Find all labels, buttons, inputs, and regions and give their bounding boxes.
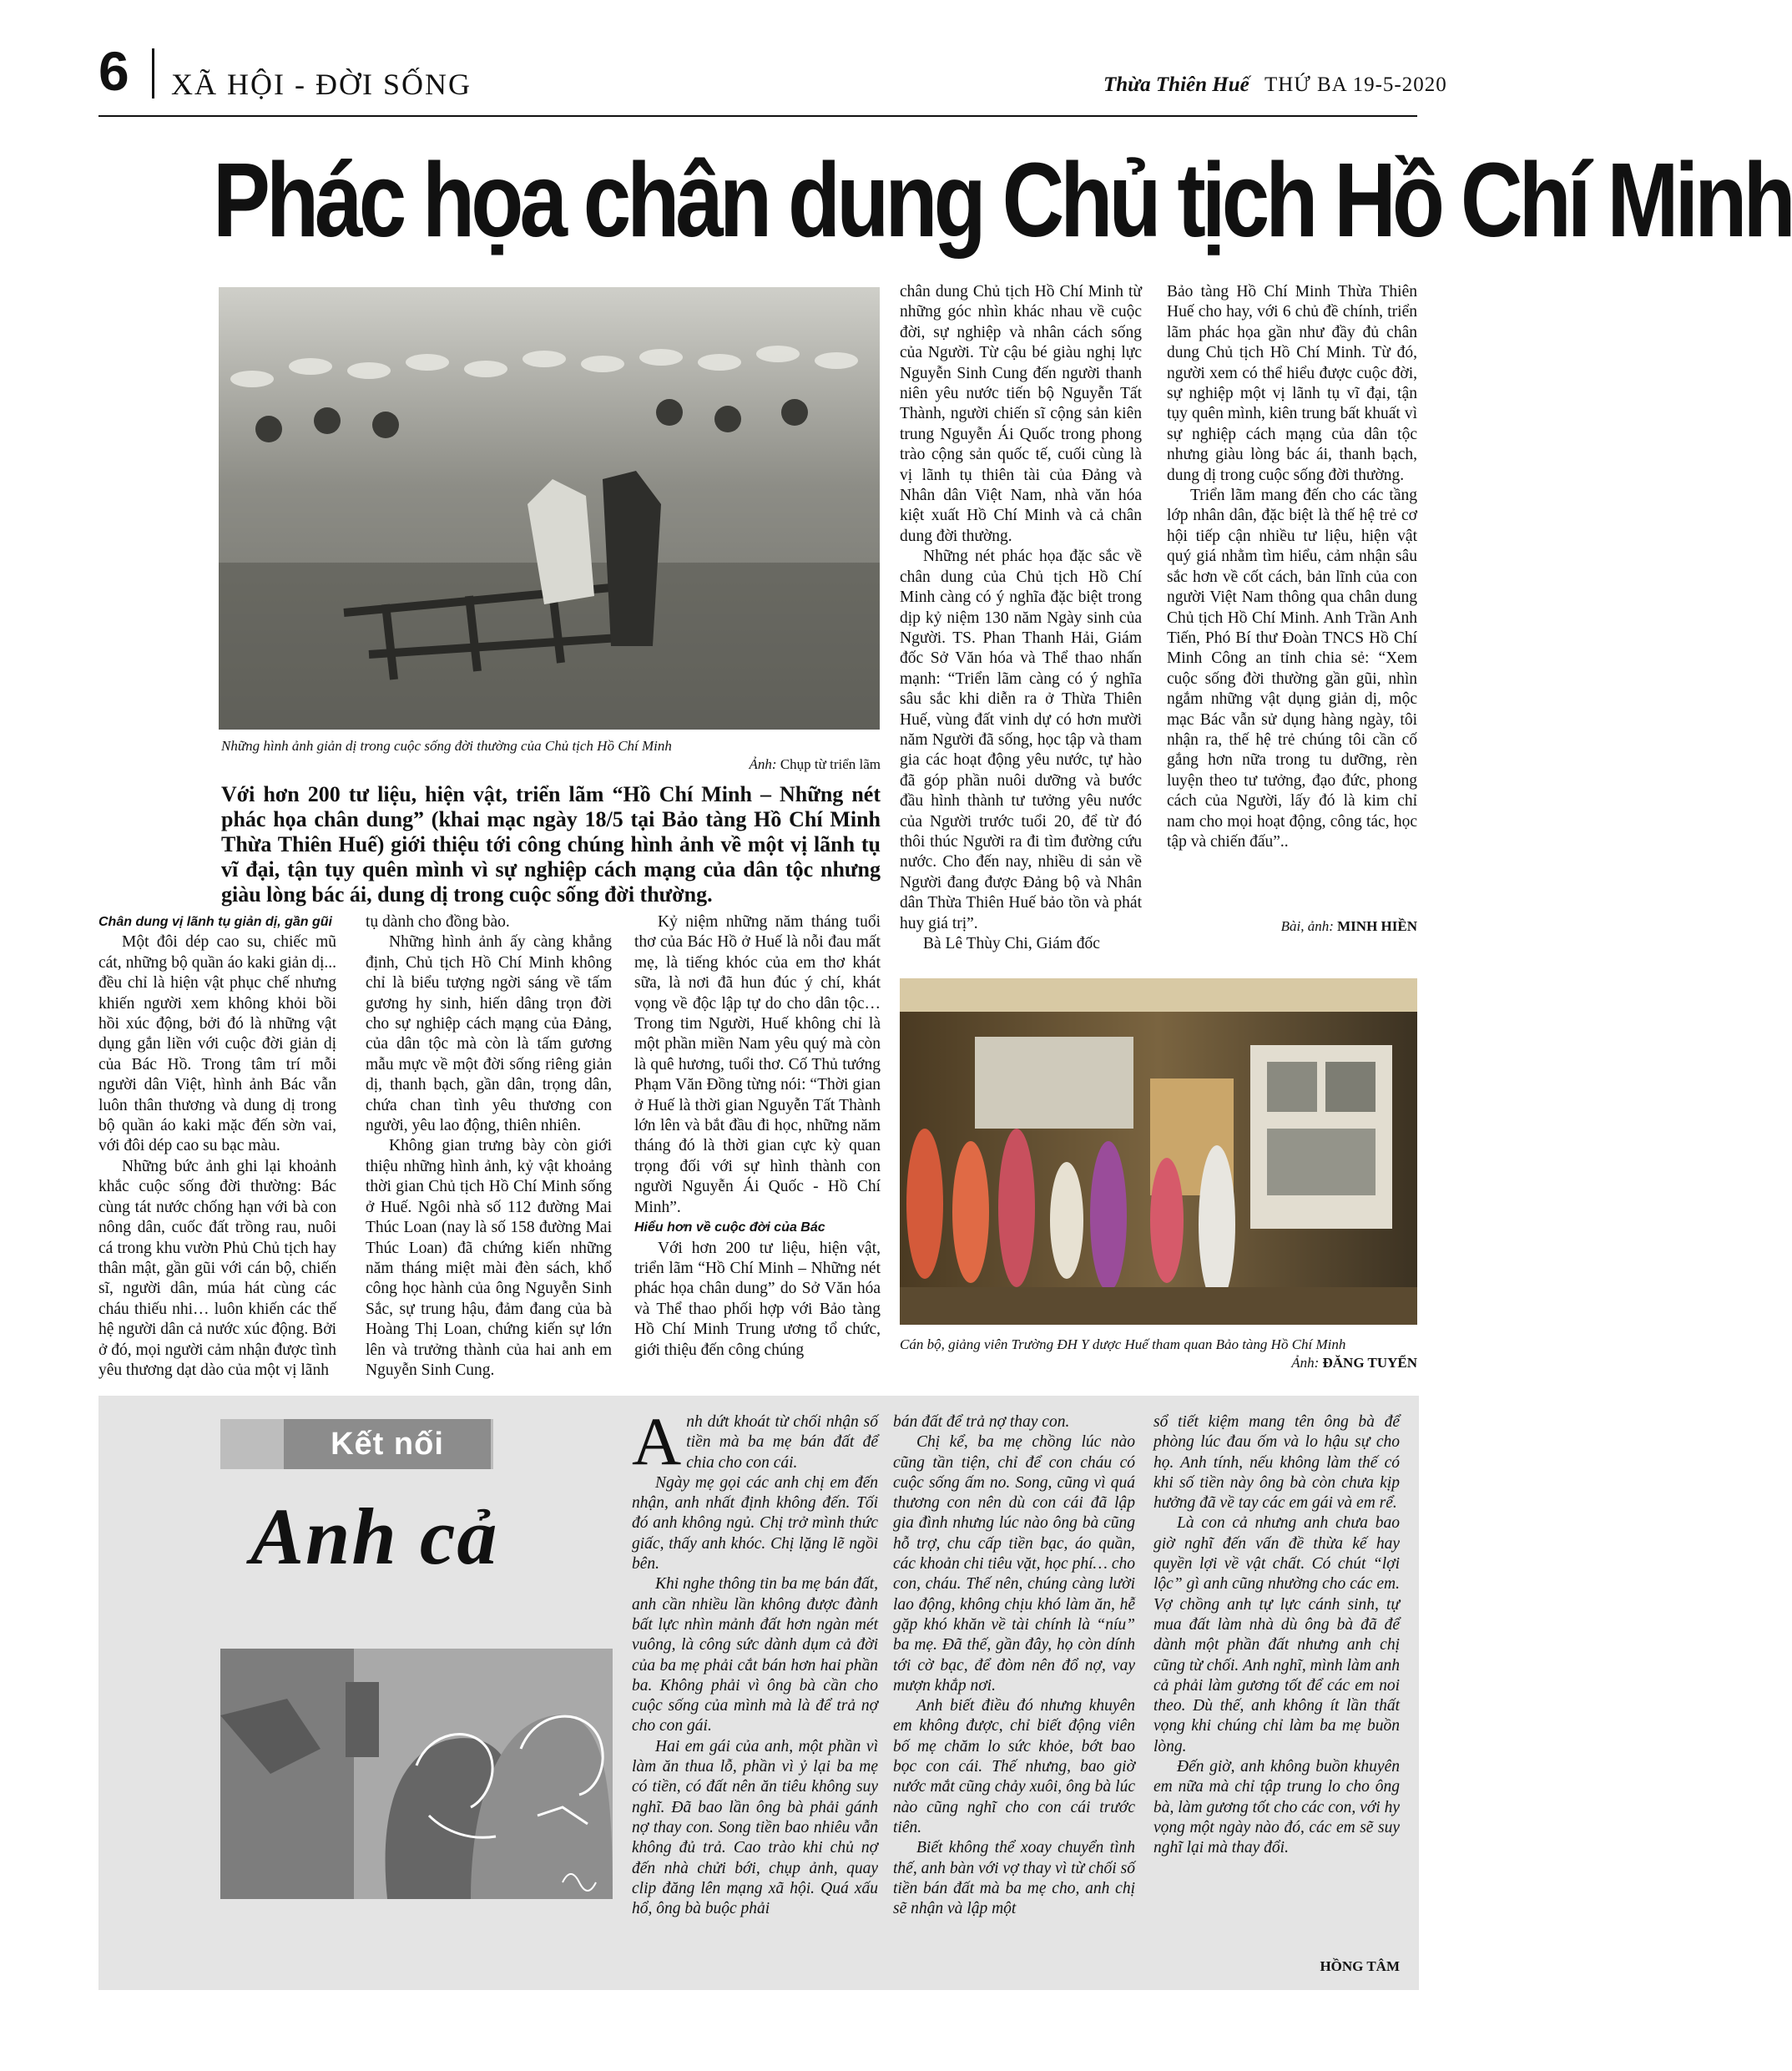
story-paragraph: Biết không thể xoay chuyển tình thế, anh bàn với vợ thay vì từ chối số tiền bán đất mà ba mẹ cho, anh chị sẽ nhận và lập một <box>893 1839 1135 1918</box>
photo-museum-image <box>900 978 1417 1325</box>
photo1-credit-value: Chụp từ triển lãm <box>780 756 881 772</box>
story-paragraph: Đến giờ, anh không buồn khuyên em nữa mà chỉ tập trung lo cho ông bà, làm gương tốt cho các con, với hy vọng một ngày nào đó, các em sẽ suy nghĩ lại mà thay đổi. <box>1153 1758 1400 1857</box>
story-paragraph: Chị kể, ba mẹ chồng lúc nào cũng tần tiện, chỉ để con cháu có cuộc sống ấm no. Song, cũng vì quá thương con nên dù con cái đã lập gia đình nhưng lúc nào ông bà cũng hỗ trợ, chu cấp tiền bạc, áo quần, các khoản chi tiêu vặt, học phí… cho con, cháu. Thế nên, chúng càng lười lao động, không chịu khó làm ăn, hễ gặp khó khăn về tài chính là “níu” ba mẹ. Đã thế, gần đây, họ còn dính tới cờ bạc, để đòm nên đổ nợ, vay mượn khắp nơi. <box>893 1433 1135 1695</box>
article-paragraph: Với hơn 200 tư liệu, hiện vật, triển lãm “Hồ Chí Minh – Những nét phác họa chân dung” do Sở Văn hóa và Thể thao phối hợp với Bảo tàng Hồ Chí Minh Trung ương tổ chức, giới thiệu đến công chúng <box>634 1239 881 1359</box>
photo1-credit-label: Ảnh: <box>749 756 777 772</box>
story-dropcap: A <box>632 1403 682 1479</box>
article-paragraph: Những hình ảnh ấy càng khẳng định, Chủ tịch Hồ Chí Minh không chỉ là biểu tượng ngời sáng về tấm gương hy sinh, hiến dâng trọn đời cho sự nghiệp cách mạng của Đảng, của dân tộc mà còn là tấm gương mẫu mực về một đời sống riêng giản dị, thanh bạch, gần dân, trọng dân, chứa chan tình yêu thương con người, yêu lao động, thiên nhiên. <box>366 933 612 1135</box>
story-title: Anh cả <box>250 1492 499 1581</box>
section-title: XÃ HỘI - ĐỜI SỐNG <box>171 68 472 101</box>
headline: Phác họa chân dung Chủ tịch Hồ Chí Minh <box>213 141 1792 259</box>
subhead-1: Chân dung vị lãnh tụ giản dị, gần gũi <box>98 915 332 929</box>
story-paragraph-opening: nh dứt khoát từ chối nhận số tiền mà ba mẹ bán đất để chia cho con cái. <box>686 1413 878 1472</box>
photo2-caption: Cán bộ, giảng viên Trường ĐH Y dược Huế tham quan Bảo tàng Hồ Chí Minh <box>900 1336 1346 1352</box>
photo-ploughing-image <box>219 287 880 730</box>
article-paragraph: chân dung Chủ tịch Hồ Chí Minh từ những góc nhìn khác nhau về cuộc đời, sự nghiệp và nhân cách sống của Người. Từ cậu bé giàu nghị lực Nguyễn Sinh Cung đến người thanh niên yêu nước tiến bộ Nguyễn Tất Thành, người chiến sĩ cộng sản kiên trung Nguyễn Ái Quốc trong phong trào cộng sản quốc tế, cuối cùng là vị lãnh tụ thiên tài của Đảng và Nhân dân Việt Nam, nhà văn hóa kiệt xuất Hồ Chí Minh và cả chân dung đời thường. <box>900 283 1142 545</box>
article-paragraph: Kỷ niệm những năm tháng tuổi thơ của Bác Hồ ở Huế là nỗi đau mất mẹ, là tiếng khóc của em thơ khát sữa, là nơi đã hun đúc ý chí, khát vọng về độc lập tự do cho dân tộc… Trong tim Người, Huế không chỉ là một phần miền Nam yêu quý mà còn là quê hương, tuổi thơ. Cố Thủ tướng Phạm Văn Đồng từng nói: “Thời gian ở Huế là thời gian Nguyễn Tất Thành lớn lên và bắt đầu đi học, những năm tháng đó là thời gian cực kỳ quan trọng đối với sự hình thành con người Nguyễn Ái Quốc - Hồ Chí Minh”. <box>634 913 881 1216</box>
photo2-credit-label: Ảnh: <box>1291 1355 1320 1371</box>
article-paragraph: Những nét phác họa đặc sắc về chân dung của Chủ tịch Hồ Chí Minh càng có ý nghĩa đặc biệt trong dịp kỷ niệm 130 năm Ngày sinh của Người. TS. Phan Thanh Hải, Giám đốc Sở Văn hóa và Thể thao nhấn mạnh: “Triển lãm càng có ý nghĩa sâu sắc khi diễn ra ở Thừa Thiên Huế, vùng đất vinh dự có hơn mười năm Người đã sống, học tập và tham gia các hoạt động yêu nước, tự hào đã góp phần nuôi dưỡng và bước đầu hình thành tư tưởng yêu nước của Người trước tuổi 20, để từ đó thôi thúc Người ra đi tìm đường cứu nước. Cho đến nay, nhiều di sản về Người đang được Đảng bộ và Nhân dân Thừa Thiên Huế bảo tồn và phát huy giá trị”. <box>900 548 1142 932</box>
story-paragraph: Hai em gái của anh, một phần vì làm ăn thua lỗ, phần vì ỷ lại ba mẹ có tiền, có đất nên ăn tiêu không suy nghĩ. Đã bao lần ông bà phải gánh nợ thay con. Song tiền bao nhiêu vẫn không đủ trả. Cao trào khi chủ nợ đến nhà chửi bới, chụp ảnh, quay clip đăng lên mạng xã hội. Quá xấu hổ, ông bà buộc phải <box>632 1737 878 1918</box>
header-divider <box>152 48 154 98</box>
story-column-1 <box>632 1403 878 1919</box>
story-paragraph: Anh biết điều đó nhưng khuyên em không được, chỉ biết động viên bố mẹ chăm lo sức khỏe, bớt bao bọc con cái. Thế nhưng, bao giờ nước mắt cũng chảy xuôi, ông bà lúc nào cũng nghĩ cho con cái trước tiên. <box>893 1697 1135 1836</box>
article-column-1 <box>98 912 336 1381</box>
byline-label: Bài, ảnh: <box>1280 918 1334 934</box>
article-byline <box>1167 918 1417 935</box>
article-paragraph: tụ dành cho đồng bào. <box>366 913 510 931</box>
story-column-3 <box>1153 1412 1400 1859</box>
article-column-4 <box>900 282 1142 954</box>
article-paragraph: Bảo tàng Hồ Chí Minh Thừa Thiên Huế cho hay, với 6 chủ đề chính, triển lãm phác họa gần như đầy đủ chân dung Chủ tịch Hồ Chí Minh. Từ đó, người xem có thể hiểu được cuộc đời, sự nghiệp một vị lãnh tụ vĩ đại, tận tụy quên mình, kiên trung bất khuất vì sự nghiệp cách mạng của dân tộc nhưng giàu lòng bác ái, thanh bạch, dung dị trong cuộc sống đời thường. <box>1167 283 1417 484</box>
story-paragraph: bán đất để trả nợ thay con. <box>893 1413 1070 1431</box>
issue-date: THỨ BA 19-5-2020 <box>1264 73 1447 96</box>
photo1-caption: Những hình ảnh giản dị trong cuộc sống đời thường của Chủ tịch Hồ Chí Minh <box>221 738 672 754</box>
story-author: HỒNG TÂM <box>1320 1958 1400 1974</box>
subhead-2: Hiểu hơn về cuộc đời của Bác <box>634 1220 825 1235</box>
photo2-credit <box>1085 1354 1417 1372</box>
illustration-image <box>220 1649 613 1899</box>
header-rule <box>98 115 1417 117</box>
article-paragraph: Bà Lê Thùy Chi, Giám đốc <box>923 935 1100 952</box>
story-tag: Kết nối <box>284 1419 491 1469</box>
article-paragraph: Không gian trưng bày còn giới thiệu những hình ảnh, kỷ vật khoảng thời gian Chủ tịch Hồ Chí Minh sống ở Huế. Ngôi nhà số 112 đường Mai Thúc Loan (nay là số 158 đường Mai Thúc Loan) đã chứng kiến những năm tháng miệt mài đèn sách, khổ công học hành của ông Nguyễn Sinh Sắc, sự trung hậu, đảm đang của bà Hoàng Thị Loan, chứng kiến sự lớn lên và trưởng thành của hai anh em Nguyễn Sinh Cung. <box>366 1137 612 1379</box>
story-paragraph: sổ tiết kiệm mang tên ông bà để phòng lúc đau ốm và lo hậu sự cho họ. Anh tính, nếu không làm thế có khi số tiền này ông bà còn chưa kịp hưởng đã về tay các em gái và em rể. <box>1153 1413 1400 1513</box>
photo2-credit-value: ĐĂNG TUYỂN <box>1322 1355 1417 1371</box>
article-paragraph: Triển lãm mang đến cho các tầng lớp nhân dân, đặc biệt là thế hệ trẻ cơ hội tiếp cận nhiều tư liệu, hiện vật quý giá nhằm tìm hiểu, cảm nhận sâu sắc hơn về cốt cách, bản lĩnh của con người Việt Nam thông qua chân dung Chủ tịch Hồ Chí Minh. Anh Trần Anh Tiến, Phó Bí thư Đoàn TNCS Hồ Chí Minh Công an tỉnh chia sẻ: “Xem cuộc sống đời thường gần gũi, nhìn ngắm những vật dụng giản dị, mộc mạc Bác vẫn sử dụng hàng ngày, tôi nhận ra, thế hệ trẻ chúng tôi cần cố gắng hơn nữa trong tu dưỡng, rèn luyện theo tư tưởng, đạo đức, phong cách của Người, lấy đó là kim chỉ nam cho mọi hoạt động, công tác, học tập và chiến đấu”.. <box>1167 487 1417 851</box>
article-column-2 <box>366 912 612 1381</box>
photo1-credit <box>584 755 881 774</box>
story-paragraph <box>632 1403 878 1479</box>
byline-value: MINH HIỀN <box>1337 918 1417 934</box>
article-paragraph: Những bức ảnh ghi lại khoảnh khắc cuộc sống đời thường: Bác cùng tát nước chống hạn với bà con nông dân, cuốc đất trồng rau, nuôi cá trong khu vườn Phủ Chủ tịch hay thân mật, gần gũi với cán bộ, chiến sĩ, người dân, múa hát cùng các cháu thiếu nhi… luôn khiến các thế hệ người dân cả nước xúc động. Bởi ở đó, mọi người cảm nhận được tình yêu thương dạt dào của một vị lãnh <box>98 1157 336 1379</box>
page-number: 6 <box>98 40 129 102</box>
lead-paragraph: Với hơn 200 tư liệu, hiện vật, triển lãm “Hồ Chí Minh – Những nét phác họa chân dung” (khai mạc ngày 18/5 tại Bảo tàng Hồ Chí Minh Thừa Thiên Huế) giới thiệu tới công chúng hình ảnh về một vị lãnh tụ vĩ đại, tận tụy quên mình vì sự nghiệp cách mạng của dân tộc nhưng giàu lòng bác ái, dung dị trong cuộc sống đời thường. <box>221 782 881 907</box>
story-paragraph: Ngày mẹ gọi các anh chị em đến nhận, anh nhất định không đến. Tối đó anh không ngủ. Chị trở mình thức giấc, thấy anh khóc. Chị lặng lẽ ngồi bên. <box>632 1473 878 1573</box>
story-paragraph: Là con cả nhưng anh chưa bao giờ nghĩ đến vấn đề thừa kế hay quyền lợi về vật chất. Có chút “lợi lộc” gì anh cũng nhường cho các em. Vợ chồng anh tự lực cánh sinh, tự mua đất làm nhà dù ông bà đã để dành một phần đất nhưng anh chị cũng từ chối. Anh nghĩ, mình làm anh cả phải làm gương tốt để các em noi theo. Dù thế, anh không ít lần thất vọng khi chúng chỉ làm ba mẹ buồn lòng. <box>1153 1514 1400 1755</box>
photo-ploughing <box>219 287 880 730</box>
article-column-5 <box>1167 282 1417 852</box>
article-paragraph: Một đôi dép cao su, chiếc mũ cát, những bộ quần áo kaki giản dị... đều chỉ là hiện vật phục chế nhưng khiến người xem không khỏi bồi hồi xúc động, bởi đó là những vật dụng gắn liền với cuộc đời giản dị của Bác Hồ. Trong tâm trí mỗi người dân Việt, hình ảnh Bác vẫn luôn thân thương và dung dị trong bộ quần áo kaki mặc đến sờn vai, với đôi dép cao su bạc màu. <box>98 933 336 1155</box>
photo-museum-visit <box>900 978 1417 1325</box>
story-illustration <box>220 1649 613 1899</box>
story-paragraph: Khi nghe thông tin ba mẹ bán đất, anh cần nhiều lần không được đành bất lực nhìn mảnh đất hơn ngàn mét vuông, là công sức dành dụm cả đời của ba mẹ phải cắt bán hơn hai phần ba. Không phải vì ông bà cần cho cuộc sống của mình mà là để trả nợ cho con gái. <box>632 1575 878 1735</box>
article-column-3 <box>634 912 881 1361</box>
story-column-2 <box>893 1412 1135 1919</box>
newspaper-name: Thừa Thiên Huế <box>1103 73 1249 96</box>
